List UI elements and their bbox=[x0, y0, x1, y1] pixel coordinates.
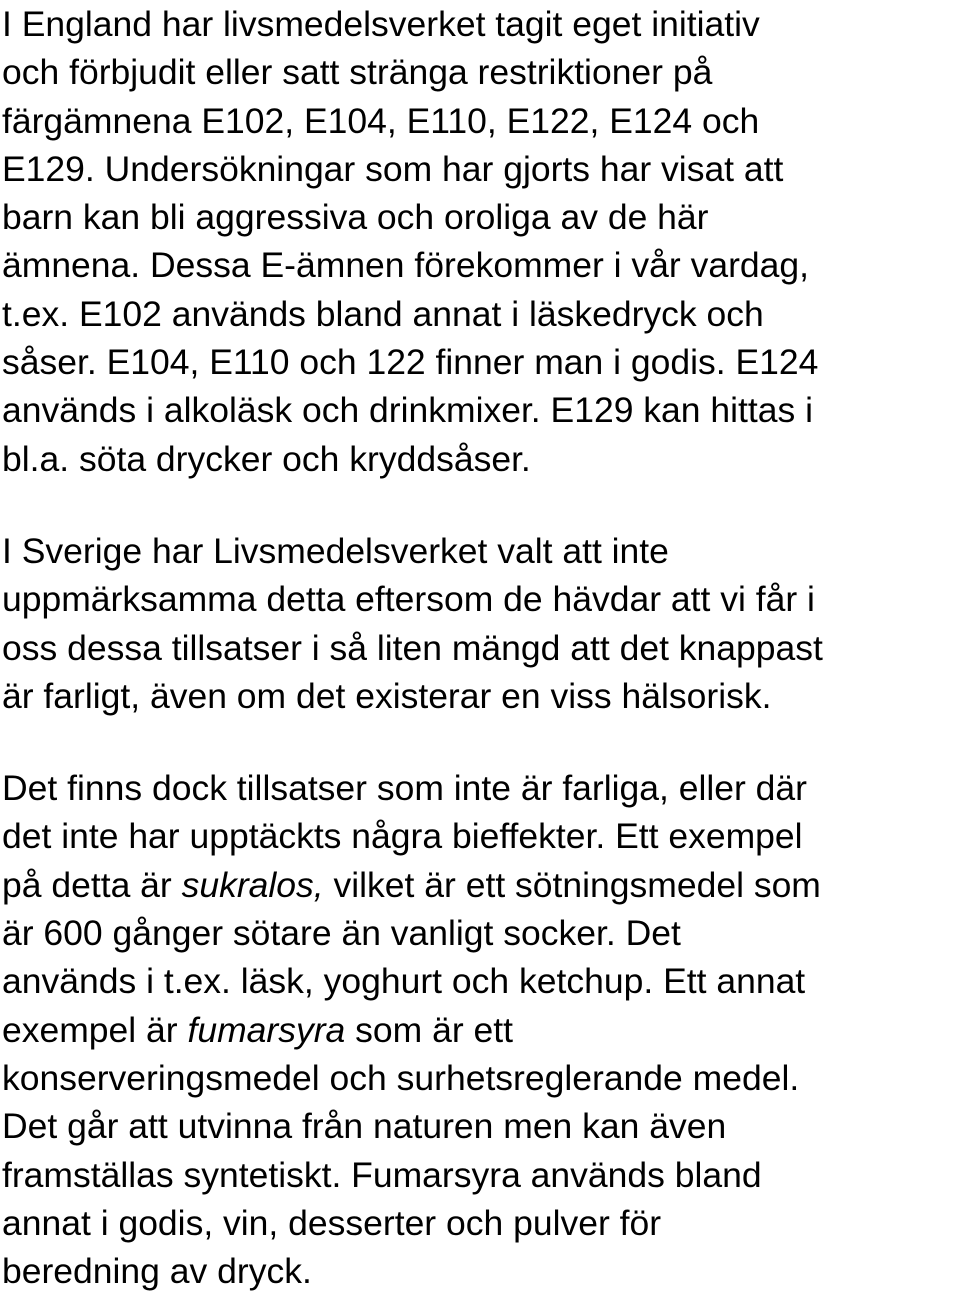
text-segment: på detta är bbox=[2, 864, 182, 905]
document-body bbox=[2, 0, 958, 1295]
text-line bbox=[2, 909, 958, 957]
paragraph-gap bbox=[2, 720, 958, 764]
italic-term: fumarsyra bbox=[187, 1009, 346, 1050]
text-segment: det inte har upptäckts några bieffekter. Ett exempel bbox=[2, 816, 803, 857]
text-segment: barn kan bli aggressiva och oroliga av de här bbox=[2, 197, 709, 238]
text-segment: I England har livsmedelsverket tagit eget initiativ bbox=[2, 4, 760, 44]
text-segment: uppmärksamma detta eftersom de hävdar att vi får i bbox=[2, 579, 815, 620]
document-page bbox=[2, 0, 958, 1295]
text-segment: ämnena. Dessa E-ämnen förekommer i vår vardag, bbox=[2, 245, 809, 286]
text-segment: konserveringsmedel och surhetsreglerande medel. bbox=[2, 1057, 800, 1098]
text-line bbox=[2, 1006, 958, 1054]
text-line bbox=[2, 145, 958, 193]
text-line bbox=[2, 575, 958, 623]
text-line bbox=[2, 624, 958, 672]
text-line bbox=[2, 527, 958, 575]
text-line bbox=[2, 48, 958, 96]
paragraph-1 bbox=[2, 0, 958, 483]
text-line bbox=[2, 672, 958, 720]
text-segment: t.ex. E102 används bland annat i läskedryck och bbox=[2, 293, 764, 334]
text-segment: E129. Undersökningar som har gjorts har visat att bbox=[2, 148, 784, 189]
text-segment: annat i godis, vin, desserter och pulver för bbox=[2, 1202, 662, 1243]
text-line bbox=[2, 1199, 958, 1247]
text-segment: Det går att utvinna från naturen men kan även bbox=[2, 1106, 727, 1147]
text-segment: beredning av dryck. bbox=[2, 1251, 312, 1292]
text-line bbox=[2, 812, 958, 860]
text-segment: Det finns dock tillsatser som inte är farliga, eller där bbox=[2, 768, 807, 809]
text-segment: exempel är bbox=[2, 1009, 188, 1050]
text-line bbox=[2, 290, 958, 338]
text-line bbox=[2, 1054, 958, 1102]
text-line bbox=[2, 435, 958, 483]
text-line bbox=[2, 0, 958, 48]
text-line bbox=[2, 241, 958, 289]
text-line bbox=[2, 957, 958, 1005]
text-line bbox=[2, 1102, 958, 1150]
text-segment: bl.a. söta drycker och kryddsåser. bbox=[2, 438, 531, 479]
text-segment: vilket är ett sötningsmedel som bbox=[323, 864, 821, 905]
text-segment: och förbjudit eller satt stränga restriktioner på bbox=[2, 52, 713, 93]
text-line bbox=[2, 386, 958, 434]
paragraph-gap bbox=[2, 483, 958, 527]
text-line bbox=[2, 1151, 958, 1199]
paragraph-2 bbox=[2, 527, 958, 720]
text-segment: såser. E104, E110 och 122 finner man i godis. E124 bbox=[2, 342, 819, 383]
text-segment: färgämnena E102, E104, E110, E122, E124 och bbox=[2, 100, 760, 141]
text-segment: som är ett bbox=[345, 1009, 513, 1050]
text-line bbox=[2, 764, 958, 812]
text-segment: framställas syntetiskt. Fumarsyra används bland bbox=[2, 1154, 762, 1195]
text-segment: är 600 gånger sötare än vanligt socker. Det bbox=[2, 913, 681, 954]
text-line bbox=[2, 97, 958, 145]
text-line bbox=[2, 338, 958, 386]
italic-term: sukralos, bbox=[181, 864, 324, 905]
paragraph-3 bbox=[2, 764, 958, 1295]
text-line bbox=[2, 861, 958, 909]
text-segment: används i t.ex. läsk, yoghurt och ketchup. Ett annat bbox=[2, 961, 806, 1002]
text-segment: används i alkoläsk och drinkmixer. E129 kan hittas i bbox=[2, 390, 814, 431]
text-segment: oss dessa tillsatser i så liten mängd att det knappast bbox=[2, 627, 823, 668]
text-segment: är farligt, även om det existerar en viss hälsorisk. bbox=[2, 675, 772, 716]
text-line bbox=[2, 193, 958, 241]
text-line bbox=[2, 1247, 958, 1295]
text-segment: I Sverige har Livsmedelsverket valt att inte bbox=[2, 530, 669, 571]
